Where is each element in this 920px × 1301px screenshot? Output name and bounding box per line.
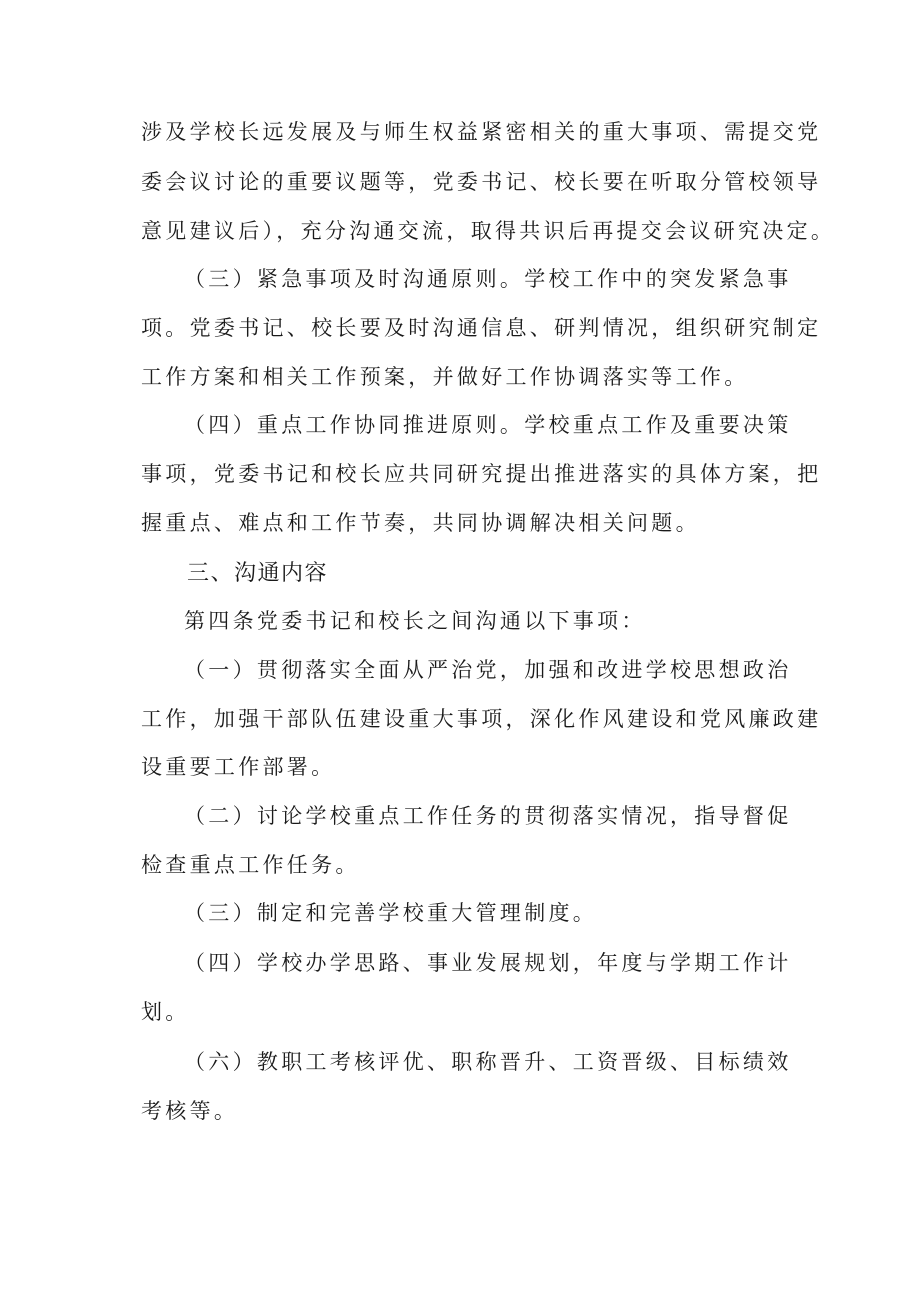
body-line: 划。 <box>141 1000 190 1024</box>
body-line: 工作，加强干部队伍建设重大事项，深化作风建设和党风廉政建 <box>141 707 822 731</box>
paragraph-start-line: （三）制定和完善学校重大管理制度。 <box>184 901 598 925</box>
body-line: 工作方案和相关工作预案，并做好工作协调落实等工作。 <box>141 365 749 389</box>
body-line: 握重点、难点和工作节奏，共同协调解决相关问题。 <box>141 511 700 535</box>
body-line: 设重要工作部署。 <box>141 755 336 779</box>
paragraph-start-line: （六）教职工考核评优、职称晋升、工资晋级、目标绩效 <box>184 1050 792 1074</box>
body-line: 委会议讨论的重要议题等，党委书记、校长要在听取分管校领导 <box>141 170 822 194</box>
paragraph-start-line: （三）紧急事项及时沟通原则。学校工作中的突发紧急事 <box>184 267 792 291</box>
body-line: 意见建议后），充分沟通交流，取得共识后再提交会议研究决定。 <box>141 219 836 243</box>
paragraph-start-line: （一）贯彻落实全面从严治党，加强和改进学校思想政治 <box>184 658 792 682</box>
section-heading: 三、沟通内容 <box>187 561 329 586</box>
paragraph-start-line: （四）学校办学思路、事业发展规划，年度与学期工作计 <box>184 951 792 975</box>
paragraph-start-line: （四）重点工作协同推进原则。学校重点工作及重要决策 <box>184 413 792 437</box>
body-line: 项。党委书记、校长要及时沟通信息、研判情况，组织研究制定 <box>141 316 822 340</box>
body-line: 事项，党委书记和校长应共同研究提出推进落实的具体方案，把 <box>141 462 822 486</box>
paragraph-start-line: （二）讨论学校重点工作任务的贯彻落实情况，指导督促 <box>184 804 792 828</box>
article-line: 第四条党委书记和校长之间沟通以下事项： <box>184 609 646 633</box>
body-line: 考核等。 <box>141 1099 239 1123</box>
body-line: 检查重点工作任务。 <box>141 853 360 877</box>
body-line: 涉及学校长远发展及与师生权益紧密相关的重大事项、需提交党 <box>141 120 822 144</box>
